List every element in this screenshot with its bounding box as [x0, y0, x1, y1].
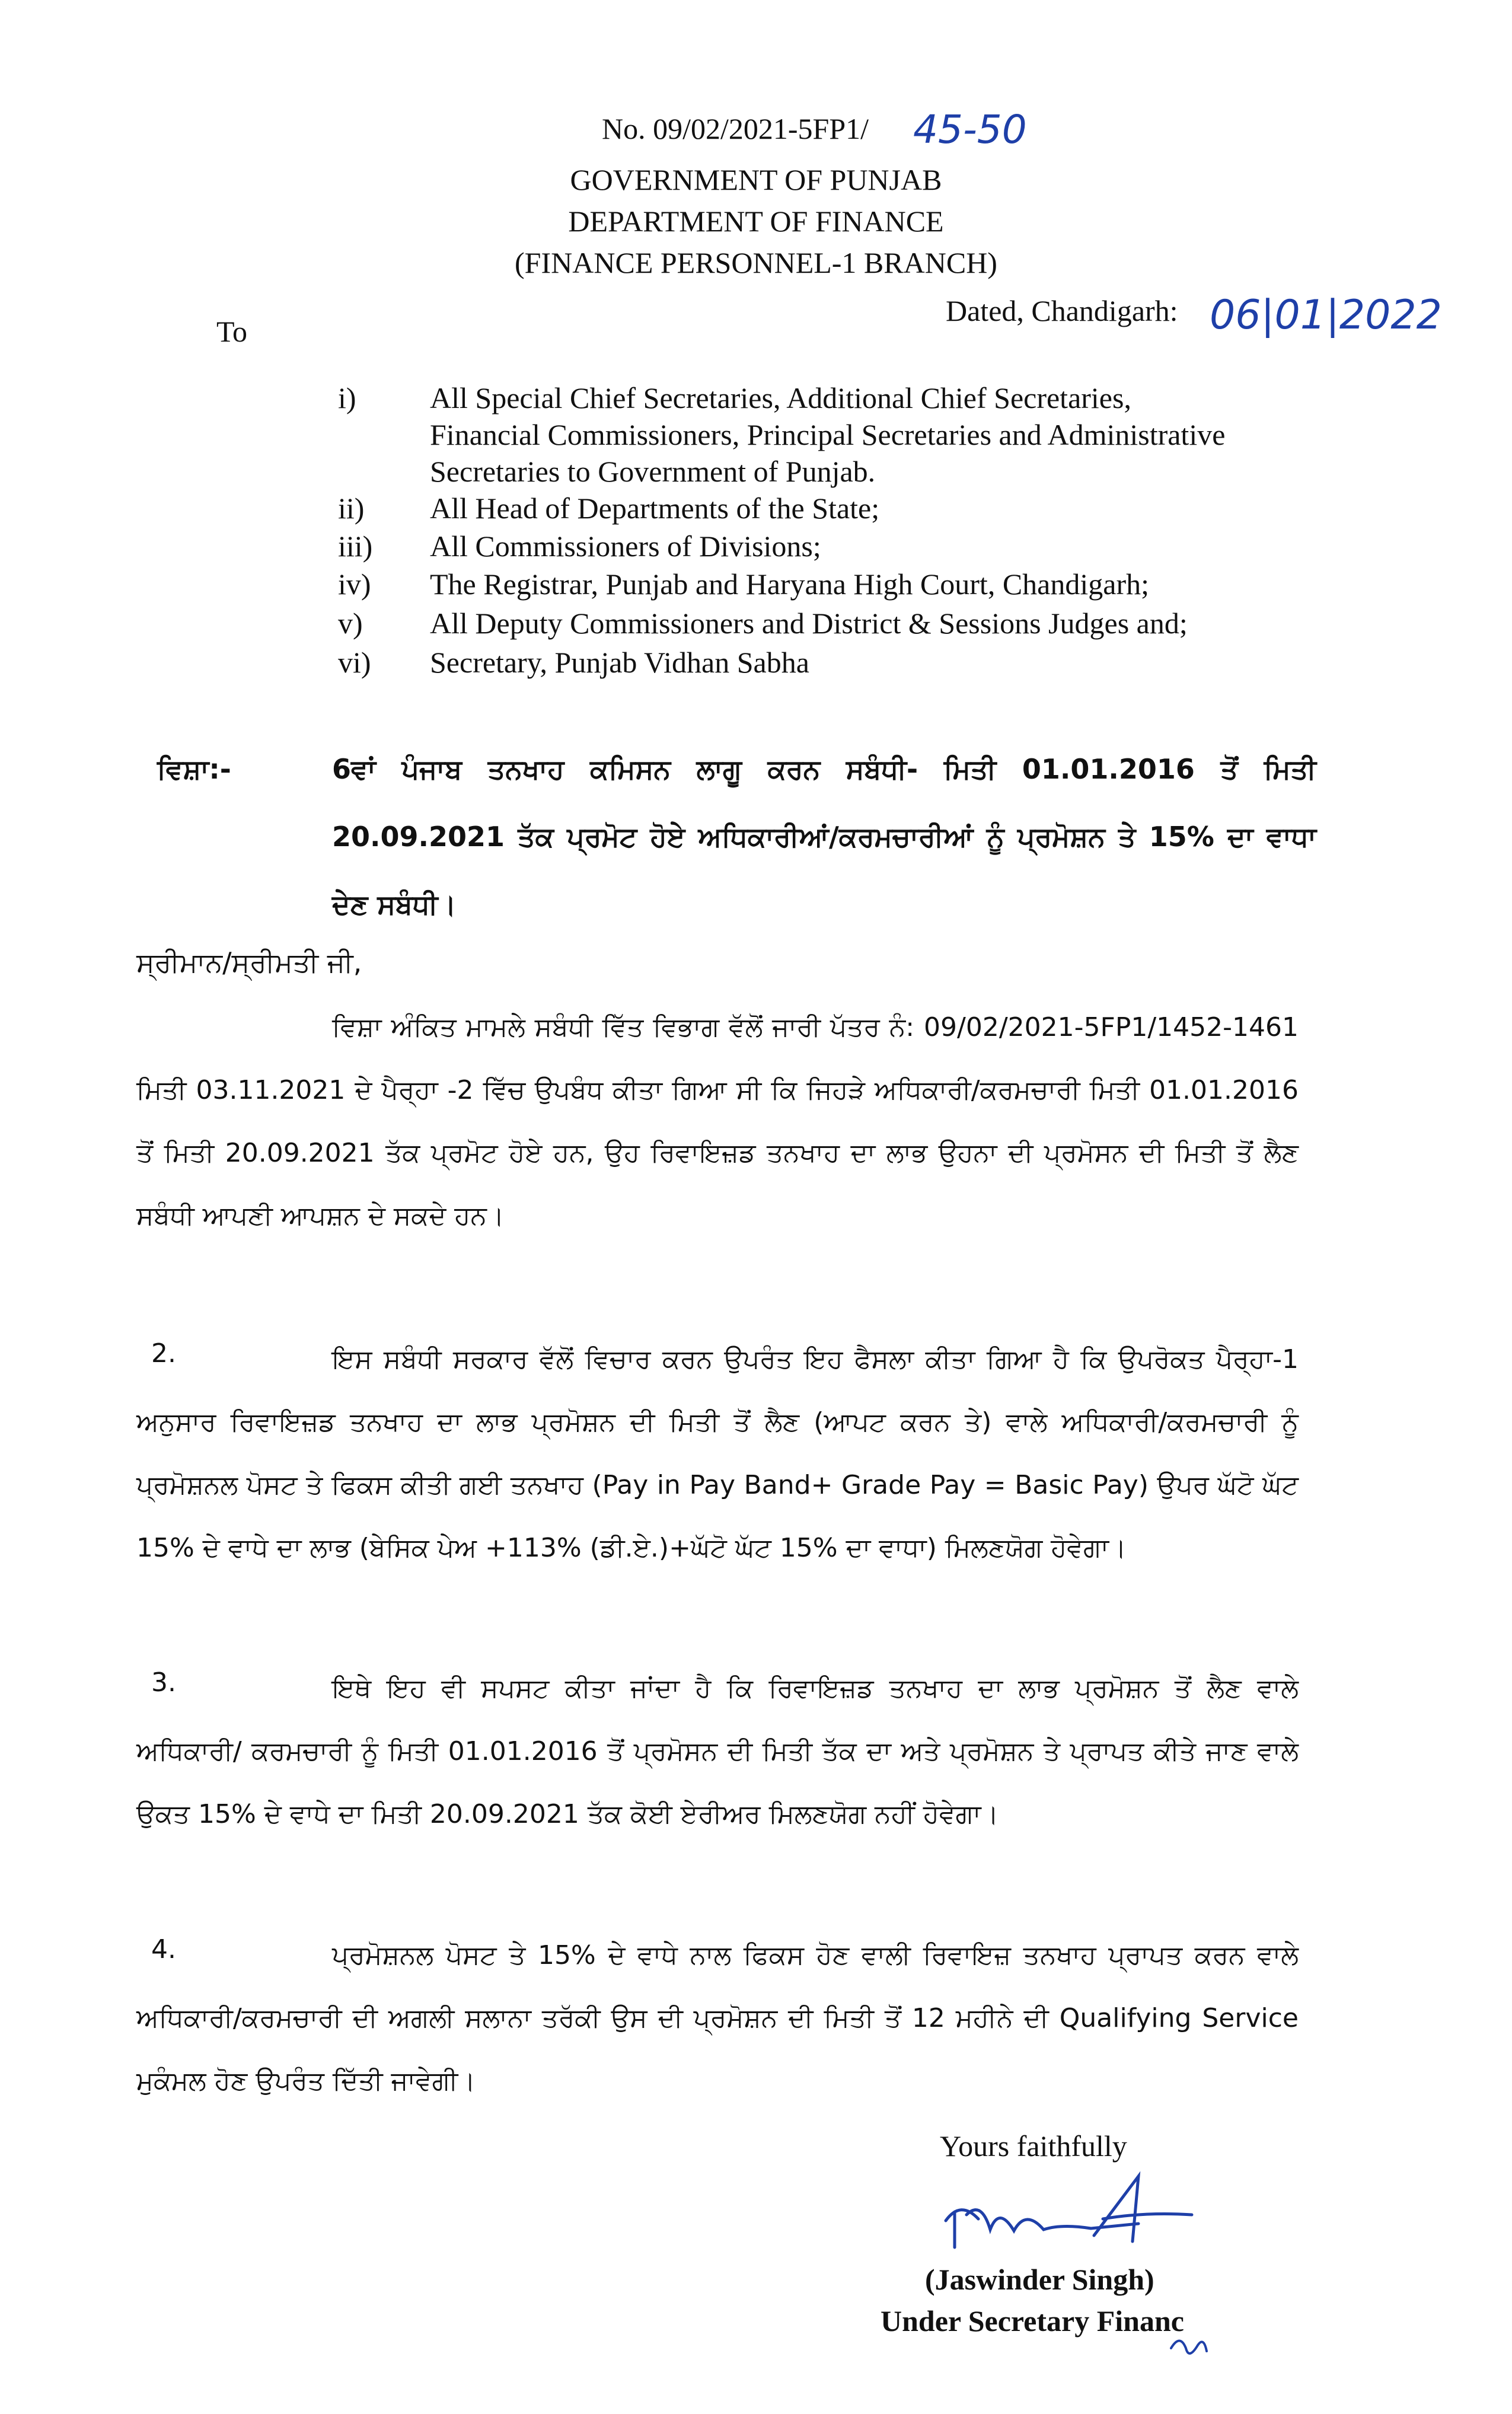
department-heading: DEPARTMENT OF FINANCE	[568, 205, 944, 238]
recipient-line: Secretaries to Government of Punjab.	[430, 455, 876, 488]
salutation: ਸ੍ਰੀਮਾਨ/ਸ੍ਰੀਮਤੀ ਜੀ,	[136, 946, 362, 978]
recipient-list	[338, 380, 1287, 683]
recipient-line: All Special Chief Secretaries, Additional Chief Secretaries,	[430, 381, 1131, 414]
paragraph-2-number: 2.	[151, 1338, 176, 1369]
recipient-item	[338, 380, 1287, 490]
paragraph-text: ਇਸ ਸਬੰਧੀ ਸਰਕਾਰ ਵੱਲੋਂ ਵਿਚਾਰ ਕਰਨ ਉਪਰੰਤ ਇਹ ਫੈਸਲਾ ਕੀਤਾ ਗਿਆ ਹੈ ਕਿ ਉਪਰੋਕਤ ਪੈਰ੍ਹਾ-1 ਅਨੁਸਾਰ ਰਿਵਾਇਜ਼ਡ ਤਨਖਾਹ ਦਾ ਲਾਭ ਪ੍ਰਮੋਸ਼ਨ ਦੀ ਮਿਤੀ ਤੋਂ ਲੈਣ (ਆਪਟ ਕਰਨ ਤੇ) ਵਾਲੇ ਅਧਿਕਾਰੀ/ਕਰਮਚਾਰੀ ਨੂੰ ਪ੍ਰਮੋਸ਼ਨਲ ਪੋਸਟ ਤੇ ਫਿਕਸ ਕੀਤੀ ਗਈ ਤਨਖਾਹ (Pay in Pay Band+ Grade Pay = Basic Pay) ਉਪਰ ਘੱਟੋ ਘੱਟ 15% ਦੇ ਵਾਧੇ ਦਾ ਲਾਭ (ਬੇਸਿਕ ਪੇਅ +113% (ਡੀ.ਏ.)+ਘੱਟੋ ਘੱਟ 15% ਦਾ ਵਾਧਾ) ਮਿਲਣਯੋਗ ਹੋਵੇਗਾ।	[136, 1344, 1299, 1563]
recipient-item	[338, 566, 1287, 605]
recipient-number: vi)	[338, 646, 371, 679]
recipient-text: The Registrar, Punjab and Haryana High Court, Chandigarh;	[430, 567, 1149, 601]
recipient-number: iii)	[338, 530, 373, 563]
recipient-number: v)	[338, 607, 363, 640]
signatory-name: (Jaswinder Singh)	[925, 2263, 1154, 2296]
government-heading: GOVERNMENT OF PUNJAB	[570, 163, 942, 196]
recipient-number: i)	[338, 381, 356, 414]
recipient-item	[338, 490, 1287, 528]
closing: Yours faithfully	[940, 2129, 1127, 2163]
subject-text: 6ਵਾਂ ਪੰਜਾਬ ਤਨਖਾਹ ਕਮਿਸਨ ਲਾਗੂ ਕਰਨ ਸਬੰਧੀ- ਮਿਤੀ 01.01.2016 ਤੋਂ ਮਿਤੀ 20.09.2021 ਤੱਕ ਪ੍ਰਮੋਟ ਹੋਏ ਅਧਿਕਾਰੀਆਂ/ਕਰਮਚਾਰੀਆਂ ਨੂੰ ਪ੍ਰਮੋਸ਼ਨ ਤੇ 15% ਦਾ ਵਾਧਾ ਦੇਣ ਸਬੰਧੀ।	[332, 753, 1316, 920]
reference-number-text: No. 09/02/2021-5FP1/	[602, 112, 869, 145]
recipient-text: All Commissioners of Divisions;	[430, 530, 821, 563]
recipient-line: Financial Commissioners, Principal Secretaries and Administrative	[430, 418, 1226, 451]
signatory-title: Under Secretary Financ	[881, 2304, 1184, 2338]
recipient-item	[338, 644, 1287, 683]
recipient-text: All Head of Departments of the State;	[430, 492, 880, 525]
recipient-item	[338, 605, 1287, 644]
to-label: To	[216, 315, 248, 348]
recipient-text: Secretary, Punjab Vidhan Sabha	[430, 646, 809, 679]
paragraph-3-number: 3.	[151, 1667, 176, 1698]
paragraph-text: ਇਥੇ ਇਹ ਵੀ ਸਪਸਟ ਕੀਤਾ ਜਾਂਦਾ ਹੈ ਕਿ ਰਿਵਾਇਜ਼ਡ ਤਨਖਾਹ ਦਾ ਲਾਭ ਪ੍ਰਮੋਸ਼ਨ ਤੋਂ ਲੈਣ ਵਾਲੇ ਅਧਿਕਾਰੀ/ ਕਰਮਚਾਰੀ ਨੂੰ ਮਿਤੀ 01.01.2016 ਤੋਂ ਪ੍ਰਮੋਸਨ ਦੀ ਮਿਤੀ ਤੱਕ ਦਾ ਅਤੇ ਪ੍ਰਮੋਸ਼ਨ ਤੇ ਪ੍ਰਾਪਤ ਕੀਤੇ ਜਾਣ ਵਾਲੇ ਉਕਤ 15% ਦੇ ਵਾਧੇ ਦਾ ਮਿਤੀ 20.09.2021 ਤੱਕ ਕੋਈ ਏਰੀਅਰ ਮਿਲਣਯੋਗ ਨਹੀਂ ਹੋਵੇਗਾ।	[136, 1673, 1299, 1829]
paragraph-1	[136, 996, 1299, 1248]
recipient-number: ii)	[338, 492, 365, 525]
paragraph-3	[136, 1657, 1299, 1846]
recipient-number: iv)	[338, 567, 371, 601]
date-handwritten: 06|01|2022	[1210, 292, 1442, 339]
paragraph-text: ਵਿਸ਼ਾ ਅੰਕਿਤ ਮਾਮਲੇ ਸਬੰਧੀ ਵਿੱਤ ਵਿਭਾਗ ਵੱਲੋਂ ਜਾਰੀ ਪੱਤਰ ਨੰ: 09/02/2021-5FP1/1452-1461 ਮਿਤੀ 03.11.2021 ਦੇ ਪੈਰ੍ਹਾ -2 ਵਿੱਚ ਉਪਬੰਧ ਕੀਤਾ ਗਿਆ ਸੀ ਕਿ ਜਿਹੜੇ ਅਧਿਕਾਰੀ/ਕਰਮਚਾਰੀ ਮਿਤੀ 01.01.2016 ਤੋਂ ਮਿਤੀ 20.09.2021 ਤੱਕ ਪ੍ਰਮੋਟ ਹੋਏ ਹਨ, ਉਹ ਰਿਵਾਇਜ਼ਡ ਤਨਖਾਹ ਦਾ ਲਾਭ ਉਹਨਾ ਦੀ ਪ੍ਰਮੋਸਨ ਦੀ ਮਿਤੀ ਤੋਂ ਲੈਣ ਸਬੰਧੀ ਆਪਣੀ ਆਪਸ਼ਨ ਦੇ ਸਕਦੇ ਹਨ।	[136, 1012, 1299, 1231]
paragraph-4-number: 4.	[151, 1934, 176, 1965]
recipient-item	[338, 528, 1287, 566]
recipient-text	[430, 380, 1319, 490]
dated-label: Dated, Chandigarh:	[946, 294, 1178, 327]
paragraph-text: ਪ੍ਰਮੋਸ਼ਨਲ ਪੋਸਟ ਤੇ 15% ਦੇ ਵਾਧੇ ਨਾਲ ਫਿਕਸ ਹੋਣ ਵਾਲੀ ਰਿਵਾਇਜ਼ ਤਨਖਾਹ ਪ੍ਰਾਪਤ ਕਰਨ ਵਾਲੇ ਅਧਿਕਾਰੀ/ਕਰਮਚਾਰੀ ਦੀ ਅਗਲੀ ਸਲਾਨਾ ਤਰੱਕੀ ਉਸ ਦੀ ਪ੍ਰਮੋਸ਼ਨ ਦੀ ਮਿਤੀ ਤੋਂ 12 ਮਹੀਨੇ ਦੀ Qualifying Service ਮੁਕੰਮਲ ਹੋਣ ਉਪਰੰਤ ਦਿੱਤੀ ਜਾਵੇਗੀ।	[136, 1940, 1299, 2096]
branch-heading: (FINANCE PERSONNEL-1 BRANCH)	[515, 246, 997, 279]
signature-icon	[925, 2164, 1210, 2277]
paragraph-2	[136, 1328, 1299, 1580]
reference-number-handwritten: 45-50	[913, 107, 1027, 152]
recipient-text: All Deputy Commissioners and District & Sessions Judges and;	[430, 607, 1188, 640]
paragraph-4	[136, 1924, 1299, 2113]
initials-icon	[1165, 2330, 1213, 2366]
reference-number	[602, 111, 869, 146]
subject-label: ਵਿਸ਼ਾ:-	[157, 753, 231, 785]
